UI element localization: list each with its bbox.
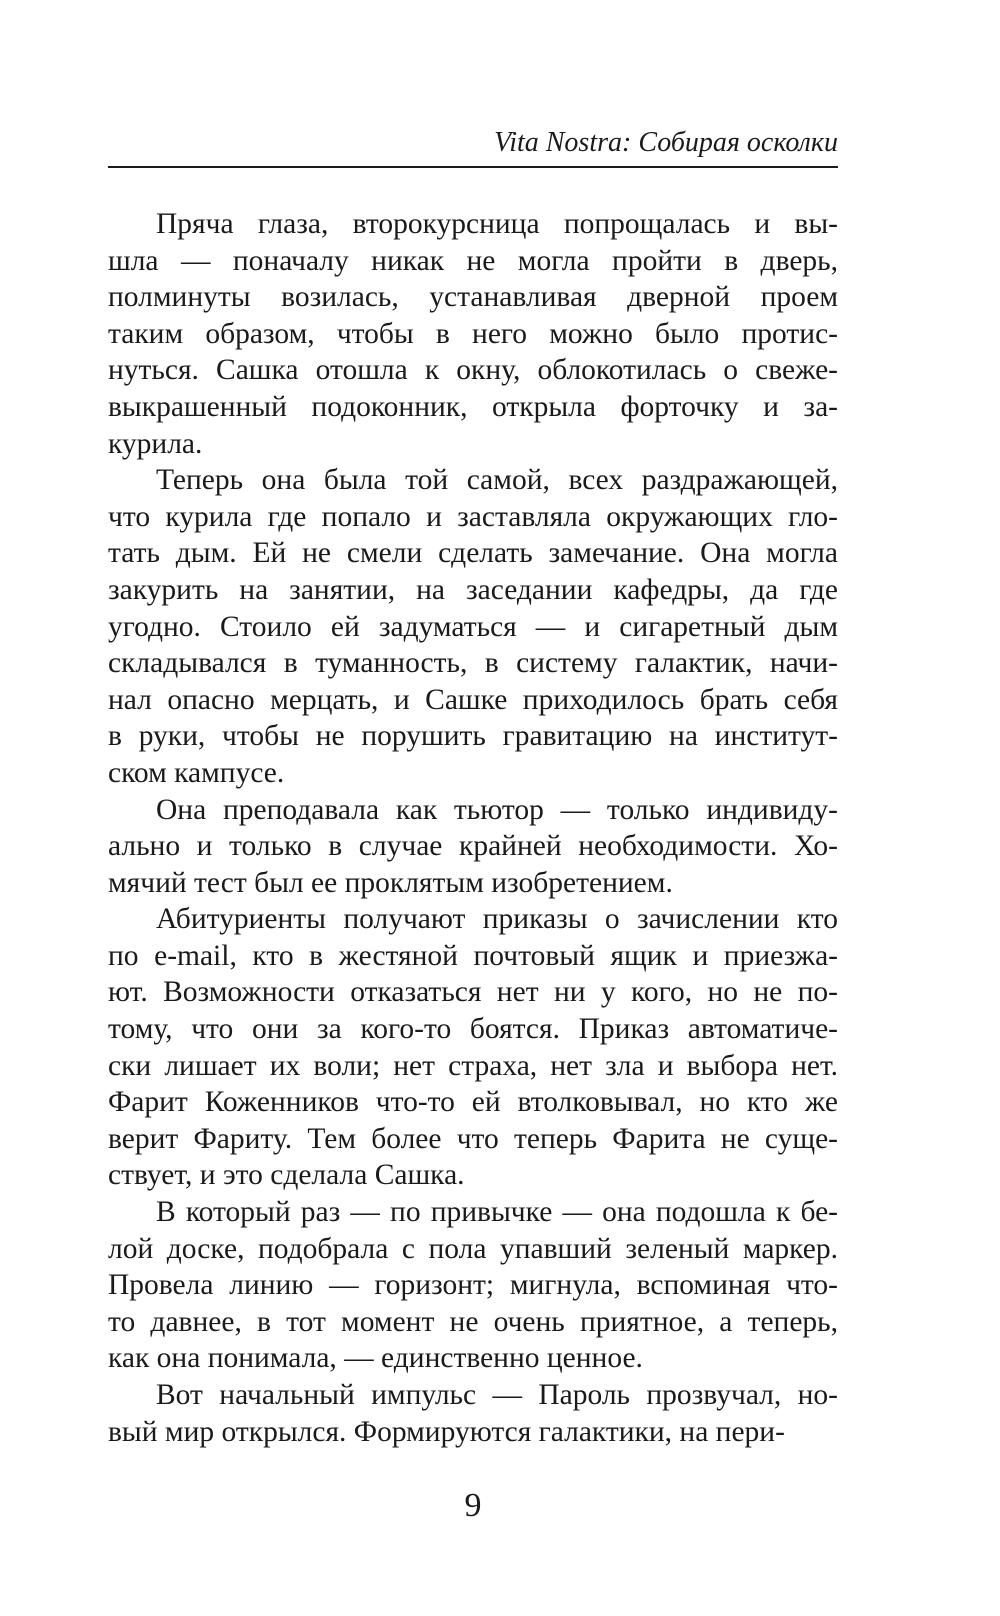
body-text [108,206,838,1450]
text-line: Провела линию — горизонт; мигнула, вспоминая что- [108,1269,838,1302]
text-line: ствует, и это сделала Сашка. [108,1159,465,1192]
text-line: что курила где попало и заставляла окружающих гло- [108,500,838,533]
text-line: Пряча глаза, второкурсница попрощалась и вы- [156,208,838,240]
text-line: складывался в туманность, в систему галактик, начи- [108,647,838,680]
text-line: шла — поначалу никак не могла пройти в дверь, [108,244,838,277]
text-line: по e-mail, кто в жестяной почтовый ящик и приезжа- [108,939,838,972]
text-line: угодно. Стоило ей задуматься — и сигаретный дым [108,610,838,643]
text-line: в руки, чтобы не порушить гравитацию на институт- [108,720,838,753]
text-line: лой доске, подобрала с пола упавший зеленый маркер. [108,1232,838,1265]
text-line: нал опасно мерцать, и Сашке приходилось брать себя [108,683,838,716]
text-line: выкрашенный подоконник, открыла форточку и за- [108,390,838,423]
text-line: Вот начальный импульс — Пароль прозвучал, но- [156,1379,838,1411]
text-line: Она преподавала как тьютор — только индивиду- [156,793,838,826]
text-line: закурить на занятии, на заседании кафедры, да где [108,573,838,606]
paragraph [108,1194,838,1377]
text-line: вый мир открылся. Формируются галактики, на пери- [108,1415,785,1448]
text-line: тому, что они за кого-то боятся. Приказ автоматиче- [108,1013,838,1046]
text-line: как она понимала, — единственно ценное. [108,1342,643,1375]
header-rule [108,166,838,168]
text-line: Абитуриенты получают приказы о зачислении кто [156,903,838,936]
text-line: ски лишает их воли; нет страха, нет зла и выбора нет. [108,1049,838,1082]
page-number: 9 [464,1487,482,1524]
text-line: таким образом, чтобы в него можно было протис- [108,317,838,350]
text-line: В который раз — по привычке — она подошла к бе- [156,1196,838,1229]
paragraph [108,792,838,902]
text-line: полминуты возилась, устанавливая дверной проем [108,281,838,314]
text-line: верит Фариту. Тем более что теперь Фарита не суще- [108,1122,838,1155]
paragraph [108,901,838,1194]
text-line: ском кампусе. [108,756,285,789]
paragraph [108,1377,838,1450]
text-line: ально и только в случае крайней необходимости. Хо- [108,830,838,863]
running-header: Vita Nostra: Собирая осколки [494,127,838,158]
text-line: курила. [108,427,203,460]
text-line: Теперь она была той самой, всех раздражающей, [156,464,838,497]
text-line: то давнее, в тот момент не очень приятное, а теперь, [108,1305,838,1338]
paragraph [108,206,838,462]
text-line: мячий тест был ее проклятым изобретением. [108,866,673,899]
text-line: тать дым. Ей не смели сделать замечание. Она могла [108,537,838,570]
text-line: Фарит Коженников что-то ей втолковывал, но кто же [108,1086,838,1119]
paragraph [108,462,838,791]
text-line: нуться. Сашка отошла к окну, облокотилась о свеже- [108,354,838,387]
text-line: ют. Возможности отказаться нет ни у кого, но не по- [108,976,838,1009]
